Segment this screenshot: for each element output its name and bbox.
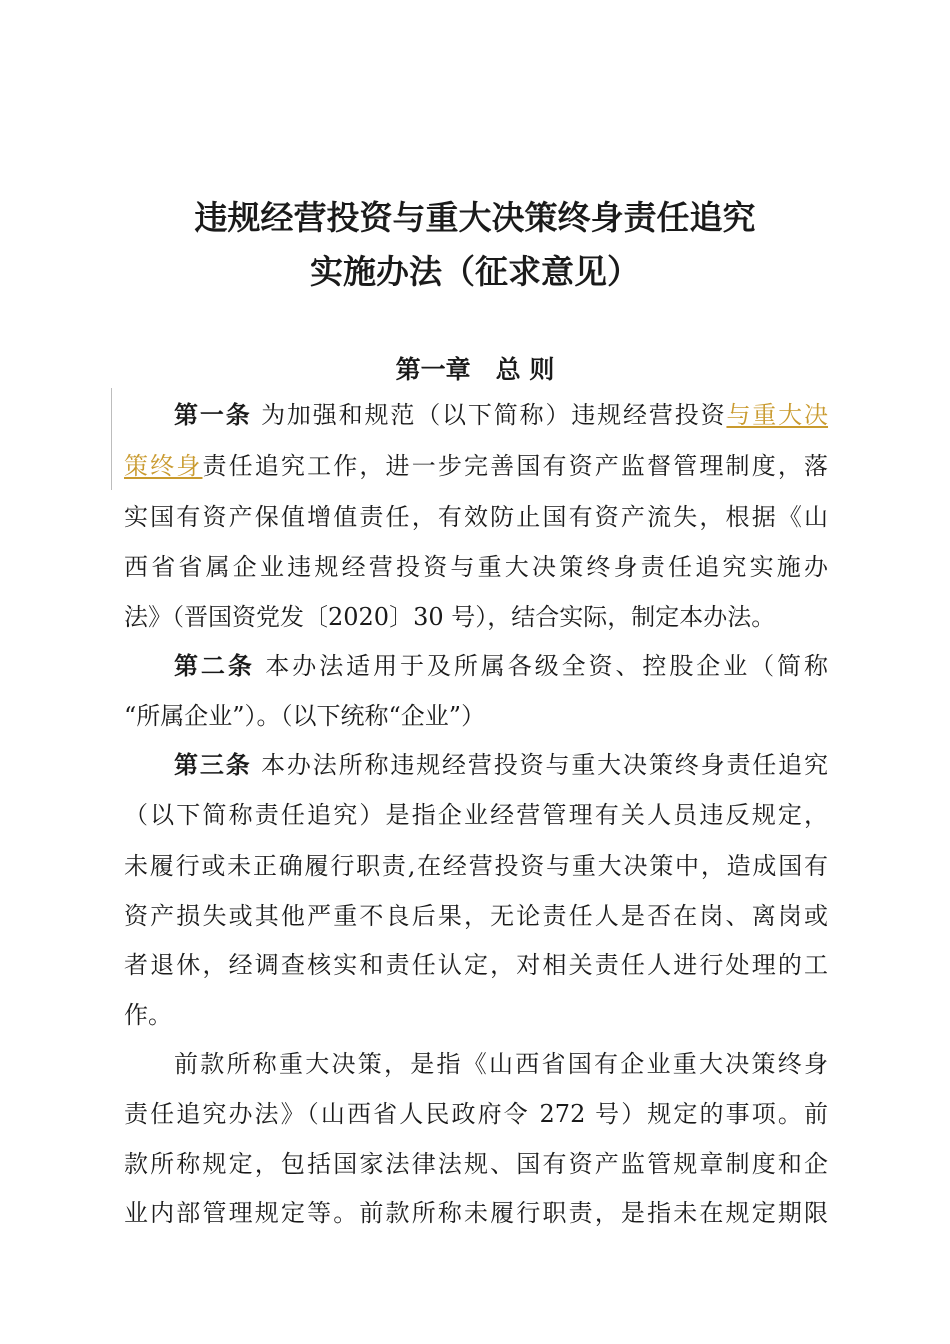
article-1-line-2 xyxy=(124,450,828,482)
article-3-line-2: （以下简称责任追究）是指企业经营管理有关人员违反规定， xyxy=(124,801,828,829)
revision-margin-bar xyxy=(111,388,112,490)
article-3-line-5: 者退休，经调查核实和责任认定，对相关责任人进行处理的工 xyxy=(124,951,828,979)
document-title-line1: 违规经营投资与重大决策终身责任追究 xyxy=(194,198,756,237)
article-1-text: 为加强和规范（以下简称）违规经营投资 xyxy=(261,401,727,429)
article-3-line-6: 作。 xyxy=(124,1001,172,1029)
article-2-text: 本办法适用于及所属各级全资、控股企业（简称 xyxy=(265,652,828,680)
article-1-text: 责任追究工作，进一步完善国有资产监督管理制度，落 xyxy=(202,452,829,480)
article-1-line-3: 实国有资产保值增值责任，有效防止国有资产流失，根据《山 xyxy=(124,503,828,531)
paragraph-4-line-2: 责任追究办法》（山西省人民政府令 272 号）规定的事项。前 xyxy=(124,1100,828,1128)
paragraph-4-line-3: 款所称规定，包括国家法律法规、国有资产监管规章制度和企 xyxy=(124,1150,828,1178)
tracked-change-link[interactable]: 策终身 xyxy=(124,452,203,480)
tracked-change-link[interactable]: 与重大决 xyxy=(726,401,829,429)
paragraph-4-line-4: 业内部管理规定等。前款所称未履行职责，是指未在规定期限 xyxy=(124,1199,828,1227)
paragraph-4-line-1: 前款所称重大决策，是指《山西省国有企业重大决策终身 xyxy=(174,1050,828,1078)
article-1-line-4: 西省省属企业违规经营投资与重大决策终身责任追究实施办 xyxy=(124,553,828,581)
article-3-label: 第三条 xyxy=(174,751,252,779)
article-3-line-3: 未履行或未正确履行职责,在经营投资与重大决策中，造成国有 xyxy=(124,852,828,880)
article-1-label: 第一条 xyxy=(174,401,252,429)
article-2-line-1 xyxy=(174,650,828,682)
article-3-line-4: 资产损失或其他严重不良后果，无论责任人是否在岗、离岗或 xyxy=(124,902,828,930)
article-1-line-5: 法》（晋国资党发〔2020〕30 号），结合实际，制定本办法。 xyxy=(124,603,776,631)
article-3-line-1 xyxy=(174,749,828,781)
chapter-heading: 第一章 总 则 xyxy=(395,355,555,384)
article-2-line-2: “所属企业”）。（以下统称“企业”） xyxy=(124,702,486,730)
article-2-label: 第二条 xyxy=(174,652,255,680)
article-3-text: 本办法所称违规经营投资与重大决策终身责任追究 xyxy=(261,751,829,779)
article-1-line-1 xyxy=(174,399,828,431)
document-title-line2: 实施办法（征求意见） xyxy=(310,252,640,291)
